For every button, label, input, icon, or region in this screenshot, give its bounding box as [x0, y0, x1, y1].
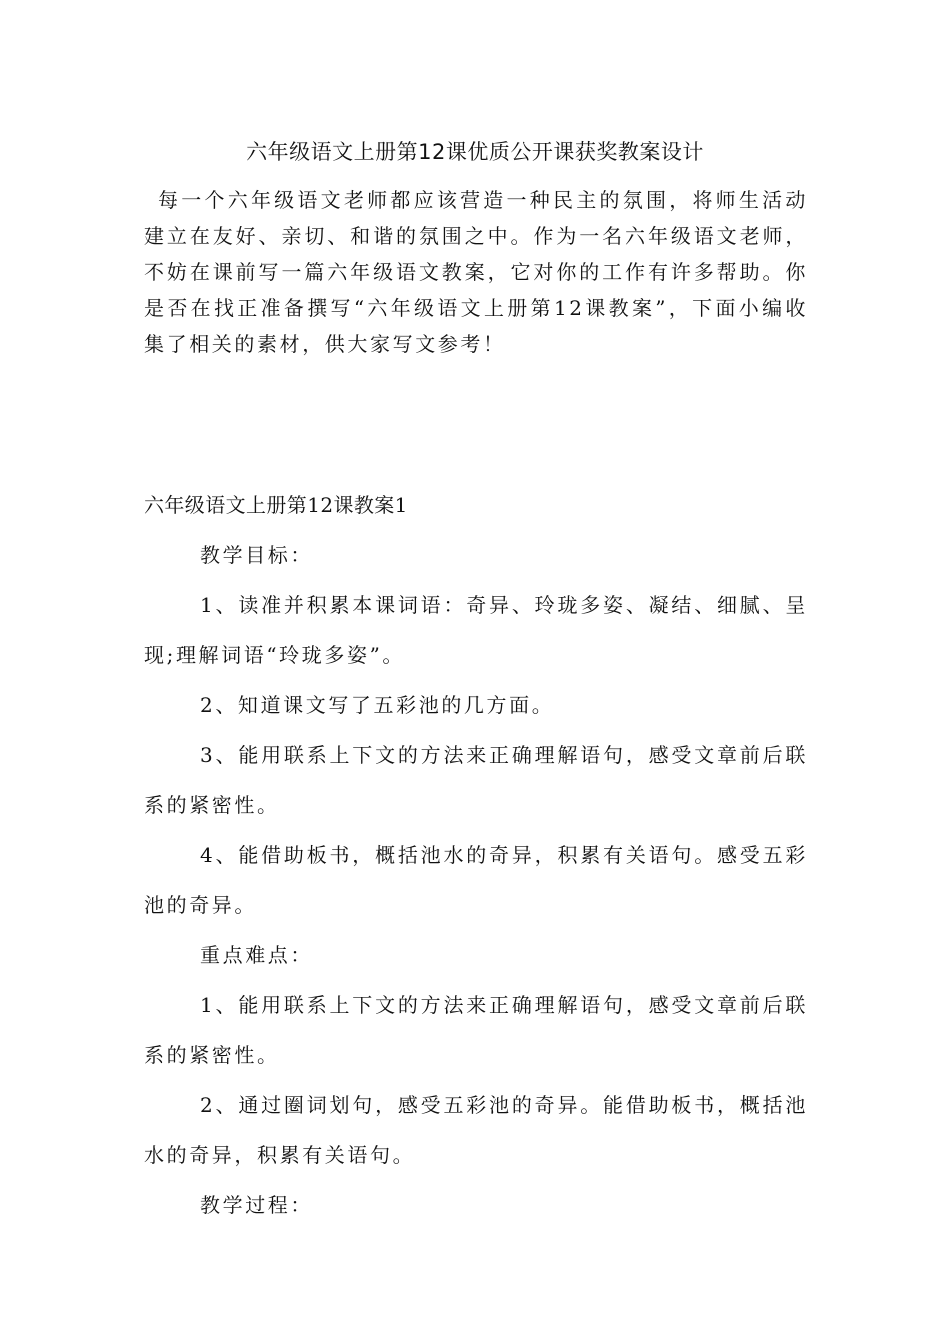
- goal-item-2: 2、知道课文写了五彩池的几方面。: [200, 693, 555, 717]
- intro-paragraph: 每一个六年级语文老师都应该营造一种民主的氛围，将师生活动建立在友好、亲切、和谐的氛围之中。作为一名六年级语文老师，不妨在课前写一篇六年级语文教案，它对你的工作有许多帮助。你是否在找正准备撰写“六年级语文上册第12课教案”，下面小编收集了相关的素材，供大家写文参考！: [144, 188, 808, 356]
- goal-item-4: 4、能借助板书，概括池水的奇异，积累有关语句。感受五彩池的奇异。: [144, 843, 808, 917]
- process-heading: 教学过程：: [200, 1193, 313, 1217]
- lesson-content: [144, 480, 808, 1230]
- goals-heading: 教学目标：: [200, 543, 313, 567]
- goal-item-1: 1、读准并积累本课词语：奇异、玲珑多姿、凝结、细腻、呈现;理解词语“玲珑多姿”。: [144, 593, 808, 667]
- intro-section: [144, 182, 808, 362]
- key-points-heading: 重点难点：: [200, 943, 313, 967]
- key-point-item-2: 2、通过圈词划句，感受五彩池的奇异。能借助板书，概括池水的奇异，积累有关语句。: [144, 1093, 808, 1167]
- lesson-heading: 六年级语文上册第12课教案1: [144, 493, 408, 517]
- document-title: 六年级语文上册第12课优质公开课获奖教案设计: [246, 140, 704, 164]
- key-point-item-1: 1、能用联系上下文的方法来正确理解语句，感受文章前后联系的紧密性。: [144, 993, 808, 1067]
- goal-item-3: 3、能用联系上下文的方法来正确理解语句，感受文章前后联系的紧密性。: [144, 743, 808, 817]
